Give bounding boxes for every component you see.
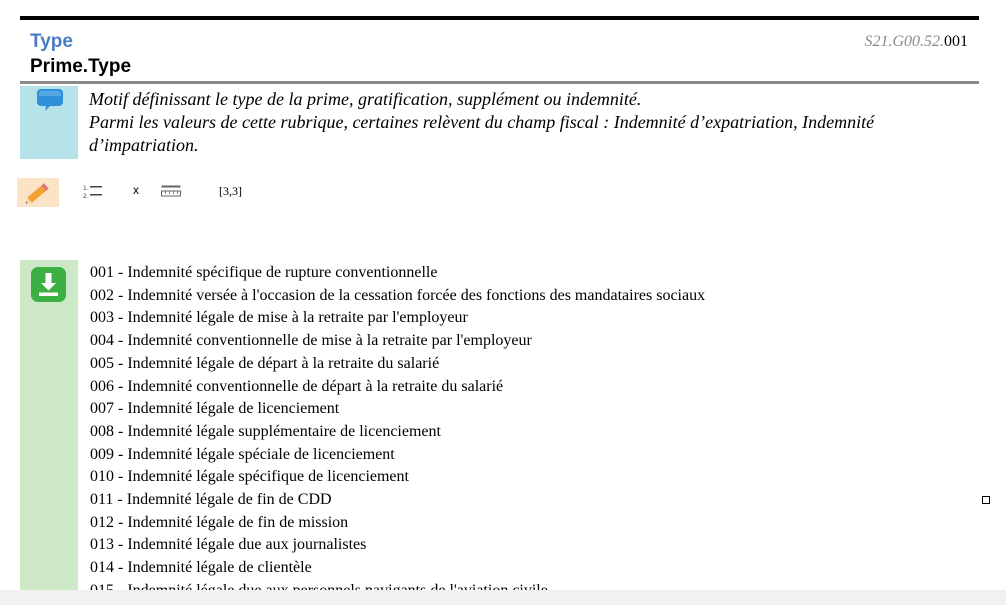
values-marker: [20, 260, 78, 595]
field-type-label: Type: [30, 31, 73, 52]
value-item: 014 - Indemnité légale de clientèle: [90, 559, 312, 577]
value-item: 003 - Indemnité légale de mise à la retraite par l'employeur: [90, 309, 468, 327]
svg-text:2.: 2.: [83, 193, 89, 200]
description-text: [89, 88, 979, 157]
viewer-bottom-bar: [0, 590, 1006, 605]
reference-code-suffix: 001: [944, 33, 968, 50]
reference-code-prefix: S21.G00.52.: [864, 33, 944, 50]
side-marker: [982, 496, 990, 504]
top-rule: [20, 16, 979, 20]
ruler-icon: [161, 185, 181, 197]
value-item: 005 - Indemnité légale de départ à la retraite du salarié: [90, 354, 440, 372]
download-icon: [30, 266, 67, 303]
length-value: [3,3]: [219, 184, 242, 198]
pencil-icon: [17, 178, 59, 207]
value-item: 010 - Indemnité légale spécifique de licenciement: [90, 468, 409, 486]
svg-text:1.: 1.: [83, 185, 89, 192]
speech-bubble-icon: [36, 88, 64, 112]
field-name: Prime.Type: [30, 56, 132, 77]
description-line-2: Parmi les valeurs de cette rubrique, certaines relèvent du champ fiscal : Indemnité d’expatriation, Indemnité d’impatriation.: [89, 112, 875, 155]
value-item: 002 - Indemnité versée à l'occasion de la cessation forcée des fonctions des mandataires sociaux: [90, 286, 706, 304]
numbered-list-icon: [83, 183, 105, 201]
value-item: 004 - Indemnité conventionnelle de mise à la retraite par l'employeur: [90, 332, 532, 350]
header-rule: [20, 81, 979, 84]
values-list: [90, 262, 970, 603]
value-item: 011 - Indemnité légale de fin de CDD: [90, 491, 332, 509]
value-item: 007 - Indemnité légale de licenciement: [90, 400, 340, 418]
value-item: 006 - Indemnité conventionnelle de départ à la retraite du salarié: [90, 377, 504, 395]
pencil-marker: [17, 178, 59, 207]
value-item: 008 - Indemnité légale supplémentaire de licenciement: [90, 422, 441, 440]
value-item: 012 - Indemnité légale de fin de mission: [90, 513, 349, 531]
value-item: 013 - Indemnité légale due aux journalistes: [90, 536, 367, 554]
reference-code: [864, 33, 968, 51]
value-item: 001 - Indemnité spécifique de rupture conventionnelle: [90, 264, 438, 281]
description-line-1: Motif définissant le type de la prime, gratification, supplément ou indemnité.: [89, 89, 642, 109]
cardinality-value: x: [133, 183, 139, 197]
meta-row: [17, 178, 417, 208]
value-item: 009 - Indemnité légale spéciale de licenciement: [90, 445, 395, 463]
